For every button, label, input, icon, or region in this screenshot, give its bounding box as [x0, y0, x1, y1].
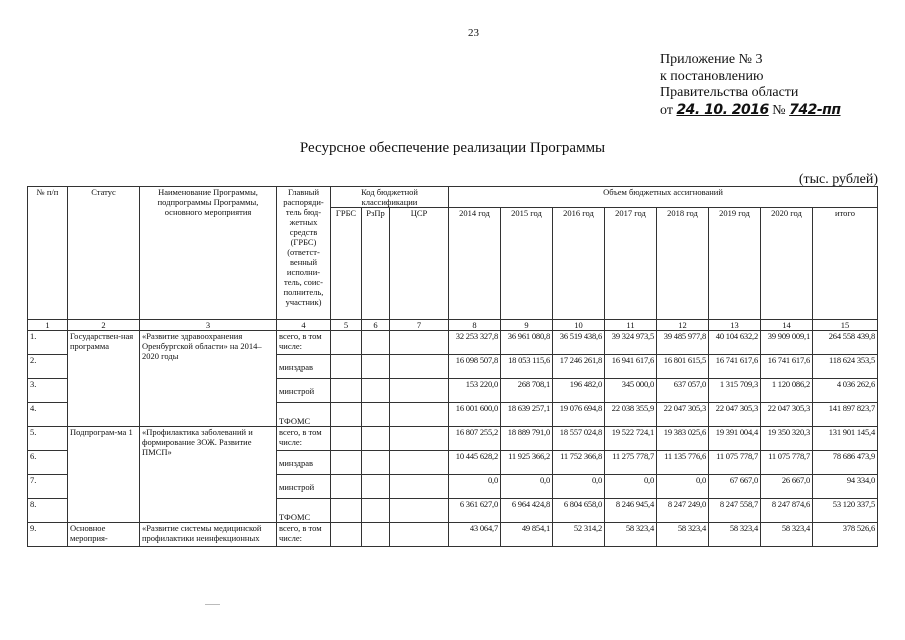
header-num: № п/п: [28, 187, 68, 320]
value-cell: 6 964 424,8: [501, 499, 553, 523]
column-number: 11: [605, 320, 657, 331]
header-year: 2015 год: [501, 208, 553, 320]
value-cell: 8 247 874,6: [761, 499, 813, 523]
column-number: 6: [362, 320, 390, 331]
row-number: 3.: [28, 379, 68, 403]
manager-cell: всего, в том числе:: [277, 331, 331, 355]
value-cell: 19 522 724,1: [605, 427, 657, 451]
header-year: 2014 год: [449, 208, 501, 320]
row-number: 7.: [28, 475, 68, 499]
value-cell: 19 076 694,8: [553, 403, 605, 427]
header-year: 2018 год: [657, 208, 709, 320]
value-cell: 39 485 977,8: [657, 331, 709, 355]
value-cell: 11 752 366,8: [553, 451, 605, 475]
status-cell: Государствен-ная программа: [68, 331, 140, 427]
csr-cell: [390, 355, 449, 379]
rzpr-cell: [362, 403, 390, 427]
csr-cell: [390, 451, 449, 475]
value-cell: 11 075 778,7: [709, 451, 761, 475]
csr-cell: [390, 331, 449, 355]
value-cell: 8 246 945,4: [605, 499, 657, 523]
date-prefix: от: [660, 102, 673, 118]
value-cell: 19 383 025,6: [657, 427, 709, 451]
value-cell: 58 323,4: [709, 523, 761, 547]
document-title: Ресурсное обеспечение реализации Программы: [299, 140, 606, 156]
value-cell: 10 445 628,2: [449, 451, 501, 475]
units-label: (тыс. рублей): [798, 172, 878, 187]
table-row: [28, 427, 878, 451]
column-number: 15: [813, 320, 878, 331]
value-cell: 49 854,1: [501, 523, 553, 547]
value-cell: 18 889 791,0: [501, 427, 553, 451]
header-year: 2016 год: [553, 208, 605, 320]
name-cell: «Развитие системы медицинской профилактики неинфекционных: [140, 523, 277, 547]
csr-cell: [390, 427, 449, 451]
value-cell: 11 135 776,6: [657, 451, 709, 475]
manager-cell: минстрой: [277, 475, 331, 499]
header-volume-group: Объем бюджетных ассигнований: [449, 187, 878, 208]
header-total: итого: [813, 208, 878, 320]
value-cell: 0,0: [657, 475, 709, 499]
value-cell: 39 324 973,5: [605, 331, 657, 355]
grbs-cell: [331, 403, 362, 427]
value-cell: 1 315 709,3: [709, 379, 761, 403]
total-cell: 78 686 473,9: [813, 451, 878, 475]
header-manager: Главный распоряди-тель бюд-жетных средств (ГРБС) (ответст-венный исполни-тель, соис-полнитель, участник): [277, 187, 331, 320]
csr-cell: [390, 475, 449, 499]
value-cell: 0,0: [605, 475, 657, 499]
grbs-cell: [331, 379, 362, 403]
rzpr-cell: [362, 475, 390, 499]
csr-cell: [390, 403, 449, 427]
header-year: 2017 год: [605, 208, 657, 320]
value-cell: 0,0: [553, 475, 605, 499]
rzpr-cell: [362, 331, 390, 355]
grbs-cell: [331, 331, 362, 355]
table-row: [28, 331, 878, 355]
value-cell: 16 807 255,2: [449, 427, 501, 451]
appendix-line-3: Правительства области: [660, 85, 799, 100]
manager-cell: минздрав: [277, 451, 331, 475]
status-cell: Основное мероприя-: [68, 523, 140, 547]
value-cell: 19 391 004,4: [709, 427, 761, 451]
header-code-group: Код бюджетной классификации: [331, 187, 449, 208]
value-cell: 16 741 617,6: [709, 355, 761, 379]
column-number: 5: [331, 320, 362, 331]
rzpr-cell: [362, 523, 390, 547]
resource-table: [27, 186, 878, 547]
value-cell: 6 361 627,0: [449, 499, 501, 523]
manager-cell: всего, в том числе:: [277, 523, 331, 547]
column-number: 9: [501, 320, 553, 331]
header-name: Наименование Программы, подпрограммы Программы, основного мероприятия: [140, 187, 277, 320]
grbs-cell: [331, 355, 362, 379]
header-rzpr: РзПр: [362, 208, 390, 320]
manager-cell: всего, в том числе:: [277, 427, 331, 451]
value-cell: 18 639 257,1: [501, 403, 553, 427]
appendix-block: [660, 52, 841, 119]
column-number: 2: [68, 320, 140, 331]
appendix-date-line: [660, 102, 841, 120]
rzpr-cell: [362, 379, 390, 403]
value-cell: 16 098 507,8: [449, 355, 501, 379]
value-cell: 58 323,4: [657, 523, 709, 547]
value-cell: 58 323,4: [605, 523, 657, 547]
value-cell: 36 519 438,6: [553, 331, 605, 355]
column-number-row: [28, 320, 878, 331]
value-cell: 18 053 115,6: [501, 355, 553, 379]
value-cell: 58 323,4: [761, 523, 813, 547]
total-cell: 4 036 262,6: [813, 379, 878, 403]
grbs-cell: [331, 523, 362, 547]
rzpr-cell: [362, 355, 390, 379]
manager-cell: минстрой: [277, 379, 331, 403]
appendix-line-1: Приложение № 3: [660, 52, 763, 67]
grbs-cell: [331, 475, 362, 499]
rzpr-cell: [362, 427, 390, 451]
header-grbs: ГРБС: [331, 208, 362, 320]
column-number: 12: [657, 320, 709, 331]
column-number: 14: [761, 320, 813, 331]
csr-cell: [390, 523, 449, 547]
total-cell: 264 558 439,8: [813, 331, 878, 355]
header-csr: ЦСР: [390, 208, 449, 320]
value-cell: 6 804 658,0: [553, 499, 605, 523]
value-cell: 16 801 615,5: [657, 355, 709, 379]
value-cell: 196 482,0: [553, 379, 605, 403]
table-row: [28, 523, 878, 547]
value-cell: 32 253 327,8: [449, 331, 501, 355]
value-cell: 11 075 778,7: [761, 451, 813, 475]
value-cell: 153 220,0: [449, 379, 501, 403]
value-cell: 40 104 632,2: [709, 331, 761, 355]
column-number: 1: [28, 320, 68, 331]
csr-cell: [390, 499, 449, 523]
total-cell: 378 526,6: [813, 523, 878, 547]
total-cell: 131 901 145,4: [813, 427, 878, 451]
header-status: Статус: [68, 187, 140, 320]
row-number: 5.: [28, 427, 68, 451]
header-year: 2020 год: [761, 208, 813, 320]
row-number: 2.: [28, 355, 68, 379]
row-number: 9.: [28, 523, 68, 547]
value-cell: 22 047 305,3: [761, 403, 813, 427]
value-cell: 11 275 778,7: [605, 451, 657, 475]
value-cell: 39 909 009,1: [761, 331, 813, 355]
value-cell: 11 925 366,2: [501, 451, 553, 475]
value-cell: 16 001 600,0: [449, 403, 501, 427]
handwritten-number: 742-пп: [789, 101, 841, 118]
value-cell: 43 064,7: [449, 523, 501, 547]
value-cell: 22 038 355,9: [605, 403, 657, 427]
value-cell: 268 708,1: [501, 379, 553, 403]
scan-mark: [205, 604, 220, 605]
row-number: 1.: [28, 331, 68, 355]
header-row-1: [28, 187, 878, 208]
header-year: 2019 год: [709, 208, 761, 320]
total-cell: 141 897 823,7: [813, 403, 878, 427]
name-cell: «Развитие здравоохранения Оренбургской области» на 2014–2020 годы: [140, 331, 277, 427]
row-number: 4.: [28, 403, 68, 427]
appendix-line-2: к постановлению: [660, 68, 764, 84]
row-number: 8.: [28, 499, 68, 523]
value-cell: 22 047 305,3: [709, 403, 761, 427]
rzpr-cell: [362, 451, 390, 475]
column-number: 7: [390, 320, 449, 331]
value-cell: 22 047 305,3: [657, 403, 709, 427]
handwritten-date: 24. 10. 2016: [676, 101, 769, 118]
column-number: 10: [553, 320, 605, 331]
value-cell: 8 247 558,7: [709, 499, 761, 523]
column-number: 8: [449, 320, 501, 331]
value-cell: 16 741 617,6: [761, 355, 813, 379]
value-cell: 8 247 249,0: [657, 499, 709, 523]
grbs-cell: [331, 427, 362, 451]
rzpr-cell: [362, 499, 390, 523]
total-cell: 94 334,0: [813, 475, 878, 499]
grbs-cell: [331, 499, 362, 523]
value-cell: 16 941 617,6: [605, 355, 657, 379]
manager-cell: ТФОМС: [277, 499, 331, 523]
column-number: 13: [709, 320, 761, 331]
page-number: 23: [468, 27, 479, 39]
value-cell: 1 120 086,2: [761, 379, 813, 403]
total-cell: 118 624 353,5: [813, 355, 878, 379]
value-cell: 26 667,0: [761, 475, 813, 499]
value-cell: 345 000,0: [605, 379, 657, 403]
value-cell: 19 350 320,3: [761, 427, 813, 451]
manager-cell: минздрав: [277, 355, 331, 379]
column-number: 4: [277, 320, 331, 331]
total-cell: 53 120 337,5: [813, 499, 878, 523]
csr-cell: [390, 379, 449, 403]
row-number: 6.: [28, 451, 68, 475]
value-cell: 36 961 080,8: [501, 331, 553, 355]
value-cell: 637 057,0: [657, 379, 709, 403]
value-cell: 0,0: [449, 475, 501, 499]
status-cell: Подпрограм-ма 1: [68, 427, 140, 523]
number-sign: №: [772, 102, 786, 118]
name-cell: «Профилактика заболеваний и формирование ЗОЖ. Развитие ПМСП»: [140, 427, 277, 523]
value-cell: 0,0: [501, 475, 553, 499]
value-cell: 17 246 261,8: [553, 355, 605, 379]
value-cell: 67 667,0: [709, 475, 761, 499]
value-cell: 18 557 024,8: [553, 427, 605, 451]
value-cell: 52 314,2: [553, 523, 605, 547]
manager-cell: ТФОМС: [277, 403, 331, 427]
grbs-cell: [331, 451, 362, 475]
column-number: 3: [140, 320, 277, 331]
